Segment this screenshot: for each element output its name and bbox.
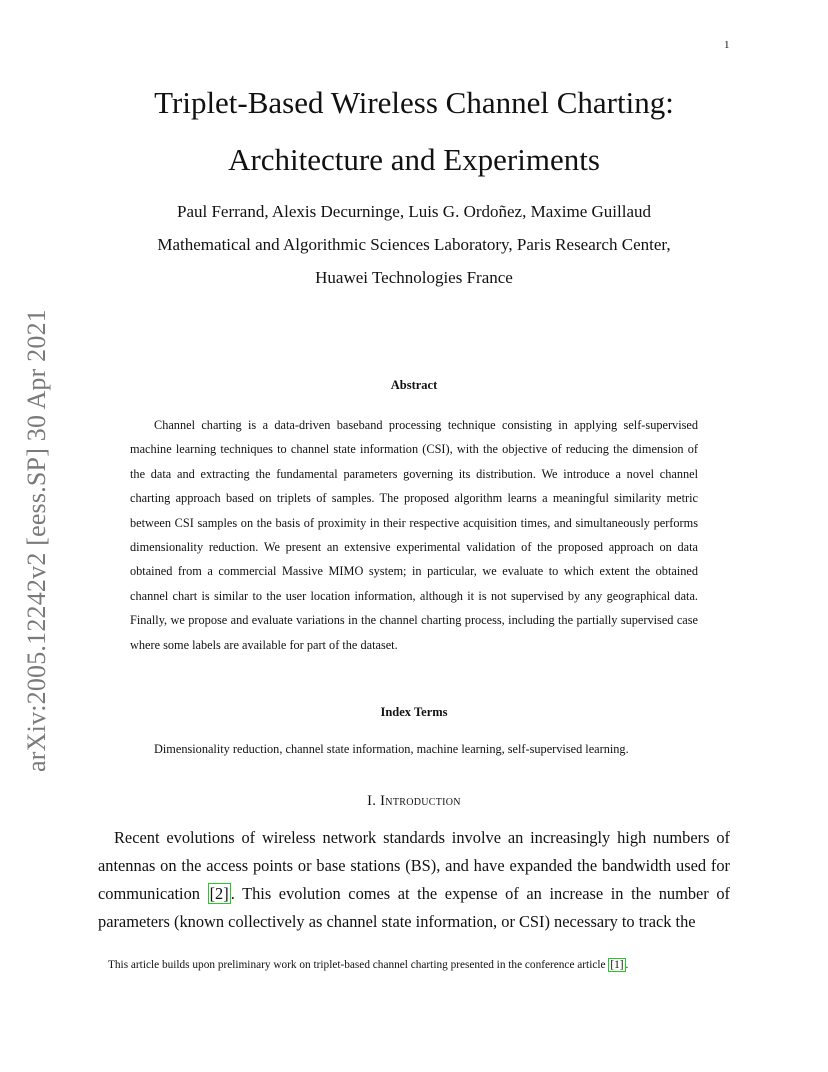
index-terms-heading: Index Terms: [380, 705, 448, 719]
intro-text-part-1: Recent evolutions of wireless network standards involve an increasingly high numbers of antennas on the access points or base stations (BS), and have expanded the bandwidth used for communication: [98, 828, 730, 903]
paper-title: [60, 74, 768, 188]
index-terms-body: Dimensionality reduction, channel state information, machine learning, self-supervised learning.: [154, 742, 629, 756]
abstract-heading: Abstract: [390, 378, 438, 392]
intro-text-part-2: . This evolution comes at the expense of an increase in the number of parameters (known collectively as channel state information, or CSI) necessary to track the: [98, 884, 731, 931]
page-number: 1: [724, 39, 730, 51]
footnote-end: .: [625, 959, 629, 971]
paper-title-line-1: Triplet-Based Wireless Channel Charting:: [154, 85, 674, 120]
abstract-body: Channel charting is a data-driven baseband processing technique consisting in applying self-supervised machine learning techniques to channel state information (CSI), with the objective of reducing the dimension of the data and extracting the fundamental parameters governing its distribution. We introduce a novel channel charting approach based on triplets of samples. The proposed algorithm learns a meaningful similarity metric between CSI samples on the basis of proximity in their respective acquisition times, and simultaneously performs dimensionality reduction. We present an extensive experimental validation of the proposed approach on data obtained from a commercial Massive MIMO system; in particular, we evaluate to which extent the obtained channel chart is similar to the user location information, although it is not supervised by any geographical data. Finally, we propose and evaluate variations in the channel charting process, including the partially supervised case where some labels are available for part of the dataset.: [130, 418, 698, 652]
section-heading-introduction: [60, 793, 768, 810]
section-title: Introduction: [380, 793, 461, 809]
section-number: I.: [367, 793, 377, 809]
footnote-text: This article builds upon preliminary work on triplet-based channel charting presented in the conference article: [108, 959, 609, 971]
author-names: Paul Ferrand, Alexis Decurninge, Luis G. Ordoñez, Maxime Guillaud: [176, 202, 651, 221]
citation-link-2[interactable]: [2]: [209, 884, 229, 903]
footnote: [108, 957, 748, 973]
citation-link-1[interactable]: [1]: [610, 959, 624, 971]
affiliation-line-2: Huawei Technologies France: [315, 268, 513, 287]
author-block: [60, 195, 768, 294]
arxiv-identifier-stamp: arXiv:2005.12242v2 [eess.SP] 30 Apr 2021: [22, 309, 51, 772]
paper-title-line-2: Architecture and Experiments: [228, 142, 600, 177]
introduction-paragraph: [98, 824, 730, 936]
affiliation-line-1: Mathematical and Algorithmic Sciences Laboratory, Paris Research Center,: [157, 235, 671, 254]
